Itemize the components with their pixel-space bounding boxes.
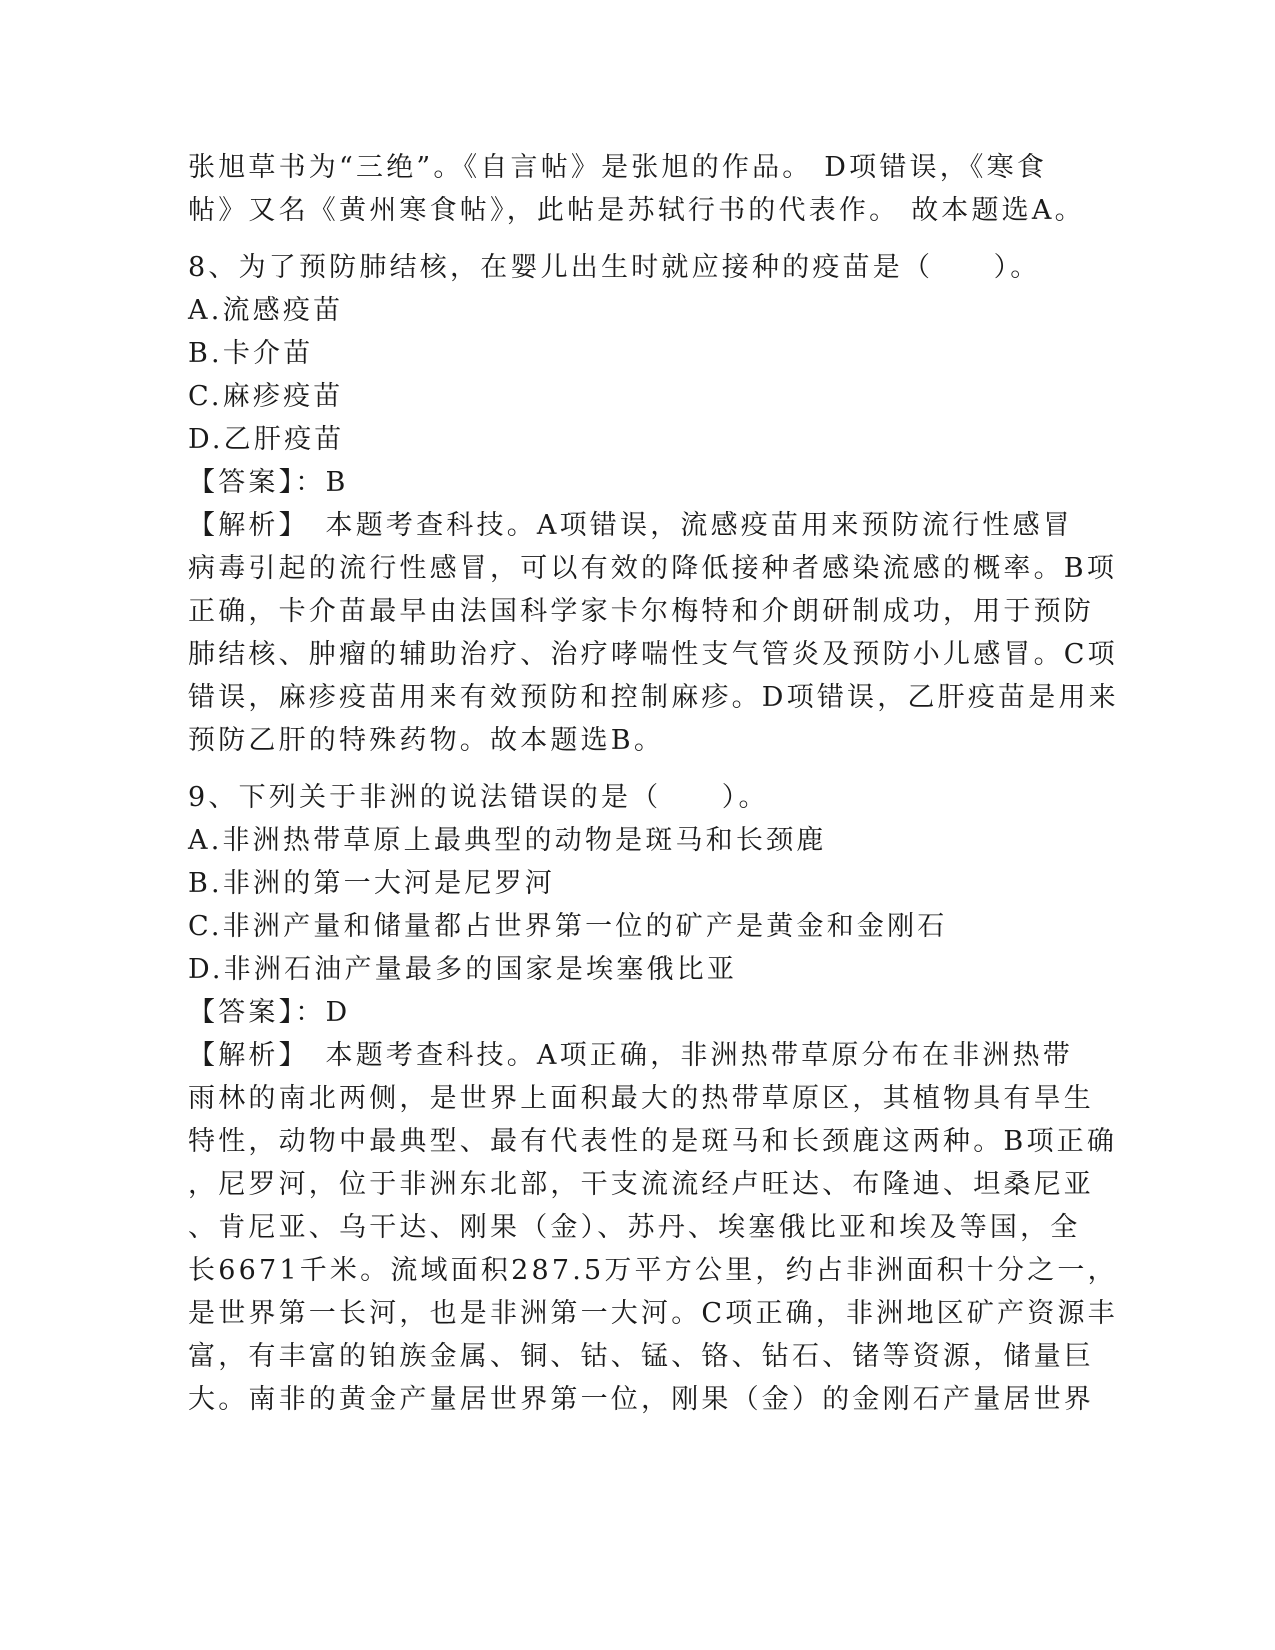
analysis-line: 病毒引起的流行性感冒，可以有效的降低接种者感染流感的概率。B项 [188,553,1118,584]
analysis-line: 特性，动物中最典型、最有代表性的是斑马和长颈鹿这两种。B项正确 [188,1126,1118,1157]
analysis-line: 错误，麻疹疫苗用来有效预防和控制麻疹。D项错误，乙肝疫苗是用来 [188,682,1119,713]
analysis-line: ，尼罗河，位于非洲东北部，干支流流经卢旺达、布隆迪、坦桑尼亚 [188,1169,1094,1200]
analysis-line: 富，有丰富的铂族金属、铜、钴、锰、铬、钻石、锗等资源，储量巨 [188,1341,1094,1372]
question-8 [188,246,1119,762]
text-line: 帖》又名《黄州寒食帖》，此帖是苏轼行书的代表作。 故本题选A。 [188,195,1085,226]
option-c: C.麻疹疫苗 [188,381,344,412]
previous-analysis-continuation [188,146,1088,232]
analysis-line: 【解析】 本题考查科技。A项错误，流感疫苗用来预防流行性感冒 [188,510,1073,541]
option-b: B.非洲的第一大河是尼罗河 [188,868,556,899]
question-stem: 8、为了预防肺结核，在婴儿出生时就应接种的疫苗是（ ）。 [188,252,1041,283]
option-d: D.非洲石油产量最多的国家是埃塞俄比亚 [188,954,738,985]
option-a: A.非洲热带草原上最典型的动物是斑马和长颈鹿 [188,825,827,856]
analysis-line: 雨林的南北两侧，是世界上面积最大的热带草原区，其植物具有旱生 [188,1083,1094,1114]
analysis-line: 长6671千米。流域面积287.5万平方公里，约占非洲面积十分之一， [188,1255,1118,1286]
question-9 [188,776,1118,1421]
option-c: C.非洲产量和储量都占世界第一位的矿产是黄金和金刚石 [188,911,948,942]
analysis-line: 大。南非的黄金产量居世界第一位，刚果（金）的金刚石产量居世界 [188,1384,1094,1415]
document-page [188,146,1119,1421]
analysis-line: 肺结核、肿瘤的辅助治疗、治疗哮喘性支气管炎及预防小儿感冒。C项 [188,639,1118,670]
question-stem: 9、下列关于非洲的说法错误的是（ ）。 [188,782,769,813]
option-d: D.乙肝疫苗 [188,424,345,455]
answer: 【答案】：B [188,467,349,498]
analysis-line: 正确，卡介苗最早由法国科学家卡尔梅特和介朗研制成功，用于预防 [188,596,1094,627]
analysis-line: 、肯尼亚、乌干达、刚果（金）、苏丹、埃塞俄比亚和埃及等国，全 [188,1212,1081,1243]
text-line: 张旭草书为“三绝”。《自言帖》是张旭的作品。 D项错误，《寒食 [188,152,1048,183]
analysis-line: 是世界第一长河，也是非洲第一大河。C项正确，非洲地区矿产资源丰 [188,1298,1118,1329]
option-a: A.流感疫苗 [188,295,344,326]
option-b: B.卡介苗 [188,338,314,369]
analysis-line: 预防乙肝的特殊药物。故本题选B。 [188,725,665,756]
analysis-line: 【解析】 本题考查科技。A项正确，非洲热带草原分布在非洲热带 [188,1040,1073,1071]
answer: 【答案】：D [188,997,351,1028]
